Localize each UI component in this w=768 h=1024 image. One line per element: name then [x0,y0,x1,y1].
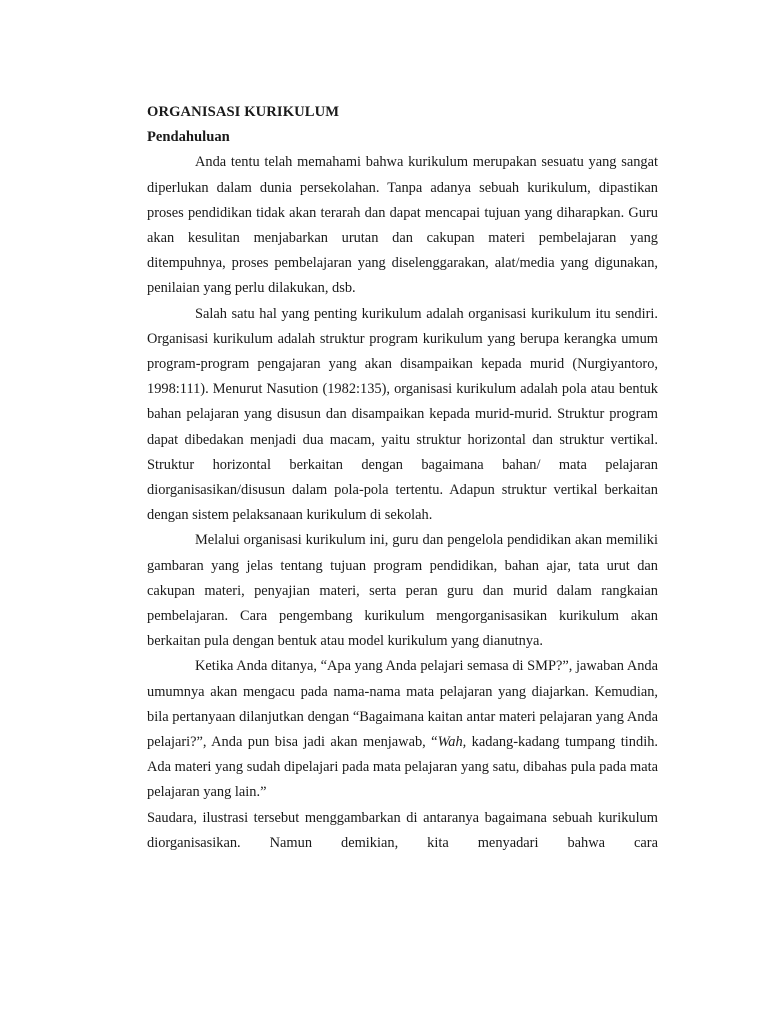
section-heading: Pendahuluan [147,129,230,146]
paragraph-illustration: Saudara, ilustrasi tersebut menggambarkan di antaranya bagaimana sebuah kurikulum diorganisasikan. Namun demikian, kita menyadari bahwa cara [147,809,658,851]
paragraph-benefits: Melalui organisasi kurikulum ini, guru dan pengelola pendidikan akan memiliki gambaran yang jelas tentang tujuan program pendidikan, bahan ajar, tata urut dan cakupan materi, penyajian materi, serta peran guru dan murid dalam rangkaian pembelajaran. Cara pengembang kurikulum mengorganisasikan kurikulum akan berkaitan pula dengan bentuk atau model kurikulum yang dianutnya. [147,532,658,650]
paragraph-organization-definition: Salah satu hal yang penting kurikulum adalah organisasi kurikulum itu sendiri. Organisasi kurikulum adalah struktur program kurikulum yang berupa kerangka umum program-program pengajaran yang akan disampaikan kepada murid (Nurgiyantoro, 1998:111). Menurut Nasution (1982:135), organisasi kurikulum adalah pola atau bentuk bahan pelajaran yang disusun dan disampaikan kepada murid-murid. Struktur program dapat dibedakan menjadi dua macam, yaitu struktur horizontal dan struktur vertikal. Struktur horizontal berkaitan dengan bagaimana bahan/ mata pelajaran diorganisasikan/disusun dalam pola-pola tertentu. Adapun struktur vertikal berkaitan dengan sistem pelaksanaan kurikulum di sekolah. [147,305,658,524]
paragraph-smp-question-part-1: Ketika Anda ditanya, “Apa yang Anda pelajari semasa di SMP?”, jawaban Anda umumnya akan mengacu pada nama-nama mata pelajaran yang diajarkan. Kemudian, bila pertanyaan dilanjutkan dengan “Bagaimana kaitan antar materi pelajaran yang Anda pelajari?”, Anda pun bisa jadi akan menjawab, “ [147,658,658,751]
paragraph-introduction: Anda tentu telah memahami bahwa kurikulum merupakan sesuatu yang sangat diperlukan dalam dunia persekolahan. Tanpa adanya sebuah kurikulum, dipastikan proses pendidikan tidak akan terarah dan dapat mencapai tujuan yang diharapkan. Guru akan kesulitan menjabarkan urutan dan cakupan materi pembelajaran yang ditempuhnya, proses pembelajaran yang diselenggarakan, alat/media yang digunakan, penilaian yang perlu dilakukan, dsb. [147,154,658,297]
document-title: ORGANISASI KURIKULUM [147,104,340,120]
document-body [147,100,658,856]
paragraph-smp-question-part-2: kadang-kadang tumpang tindih. Ada materi yang sudah dipelajari pada mata pelajaran yang satu, dibahas pula pada mata pelajaran yang lain.” [147,734,658,801]
italic-interjection: Wah, [437,734,467,751]
paragraph-smp-question [147,654,658,805]
